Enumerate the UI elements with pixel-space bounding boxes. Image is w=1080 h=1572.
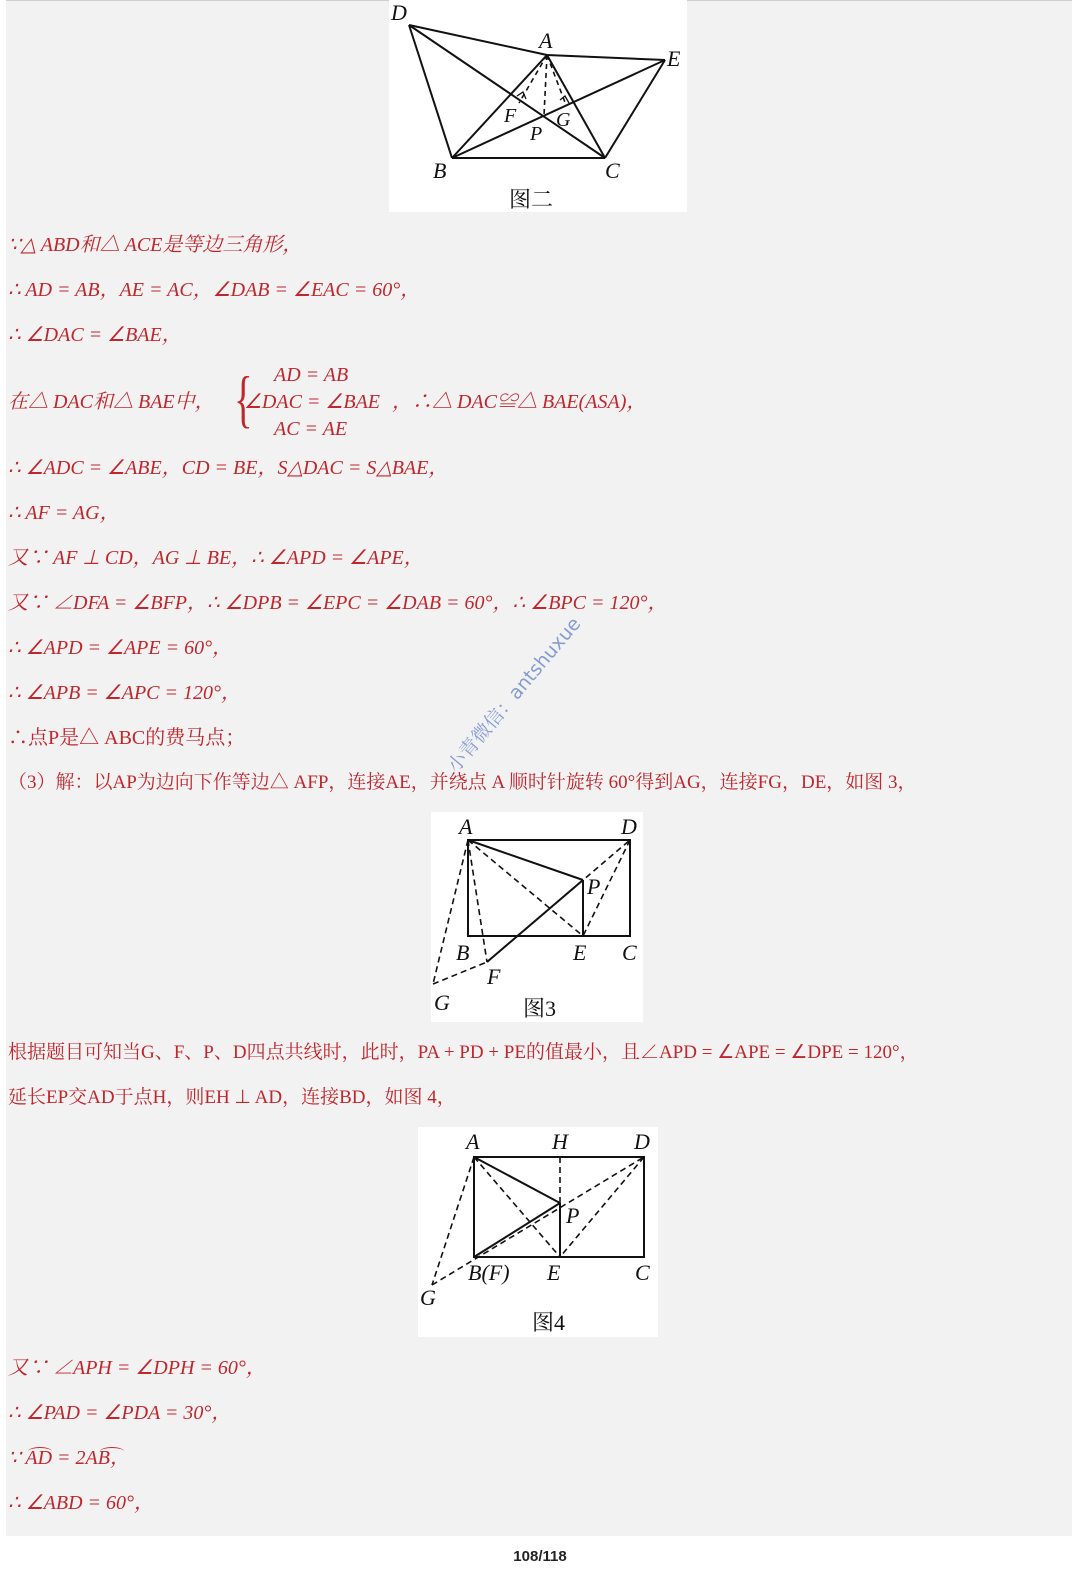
proof-line-7: 又∵ AF ⊥ CD，AG ⊥ BE，∴ ∠APD = ∠APE， bbox=[8, 547, 424, 569]
proof-line-6: ∴ AF = AG， bbox=[8, 502, 120, 524]
fig2-label-D: D bbox=[391, 0, 407, 25]
proof-line-13: 根据题目可知当G、F、P、D四点共线时，此时，PA + PD + PE的值最小，且∠APD = ∠APE = ∠DPE = 120°， bbox=[8, 1042, 919, 1063]
proof-line-12: （3）解：以AP为边向下作等边△ AFP，连接AE，并绕点 A 顺时针旋转 60°得到AG，连接FG，DE，如图 3， bbox=[8, 772, 917, 793]
fig4-label-G: G bbox=[420, 1285, 436, 1310]
fig3-caption: 图3 bbox=[523, 996, 557, 1021]
fig3-label-E: E bbox=[573, 940, 587, 965]
proof-line-17: ∵ AD = 2AB， bbox=[8, 1447, 130, 1469]
fig3-label-D: D bbox=[621, 814, 637, 839]
system-brace: { bbox=[234, 363, 253, 434]
proof-line-14: 延长EP交AD于点H，则EH ⊥ AD，连接BD，如图 4， bbox=[8, 1087, 456, 1108]
fig2-label-B: B bbox=[433, 158, 447, 183]
proof-line-4-prefix: 在△ DAC和△ BAE中， bbox=[8, 391, 215, 413]
fig2-label-F: F bbox=[504, 105, 517, 127]
fig3-label-F: F bbox=[487, 964, 501, 989]
proof-line-18: ∴ ∠ABD = 60°， bbox=[8, 1492, 155, 1514]
proof-line-8: 又∵ ∠DFA = ∠BFP，∴ ∠DPB = ∠EPC = ∠DAB = 60°，∴ ∠BPC = 120°， bbox=[8, 592, 668, 614]
fig4-label-P: P bbox=[566, 1203, 580, 1228]
arc-mark-ab bbox=[100, 1447, 124, 1456]
fig2-caption: 图二 bbox=[509, 187, 554, 212]
watermark: 小青微信：antshuxue bbox=[443, 613, 586, 777]
system-eq-3: AC = AE bbox=[274, 418, 348, 440]
fig4-label-E: E bbox=[547, 1260, 561, 1285]
figure-4 bbox=[418, 1127, 658, 1337]
proof-line-15: 又∵ ∠APH = ∠DPH = 60°， bbox=[8, 1357, 266, 1379]
fig4-label-H: H bbox=[552, 1129, 568, 1154]
fig2-label-A: A bbox=[539, 28, 553, 53]
fig4-label-C: C bbox=[635, 1260, 650, 1285]
system-eq-1: AD = AB bbox=[274, 364, 349, 386]
figure-2 bbox=[389, 0, 687, 212]
fig3-label-C: C bbox=[622, 940, 637, 965]
fig3-label-G: G bbox=[434, 990, 450, 1015]
proof-line-1: ∵△ ABD和△ ACE是等边三角形， bbox=[8, 234, 303, 256]
fig2-label-E: E bbox=[667, 46, 681, 71]
proof-line-16: ∴ ∠PAD = ∠PDA = 30°， bbox=[8, 1402, 232, 1424]
proof-line-9: ∴ ∠APD = ∠APE = 60°， bbox=[8, 637, 233, 659]
proof-line-4-suffix: ，∴△ DAC≌△ BAE(ASA)， bbox=[392, 391, 647, 413]
page-number: 108/118 bbox=[513, 1548, 567, 1565]
fig2-label-C: C bbox=[605, 158, 620, 183]
proof-line-2: ∴ AD = AB，AE = AC，∠DAB = ∠EAC = 60°， bbox=[8, 279, 421, 301]
fig4-label-BF: B(F) bbox=[468, 1260, 510, 1285]
fig3-label-B: B bbox=[456, 940, 470, 965]
fig2-label-P: P bbox=[530, 123, 543, 145]
fig4-caption: 图4 bbox=[532, 1310, 566, 1335]
arc-mark-ad bbox=[28, 1447, 52, 1456]
proof-line-10: ∴ ∠APB = ∠APC = 120°， bbox=[8, 682, 241, 704]
fig4-label-A: A bbox=[466, 1129, 480, 1154]
system-eq-2: ∠DAC = ∠BAE bbox=[244, 391, 381, 413]
proof-line-11: ∴点P是△ ABC的费马点； bbox=[8, 727, 246, 749]
proof-line-3: ∴ ∠DAC = ∠BAE， bbox=[8, 324, 182, 346]
fig3-label-A: A bbox=[459, 814, 473, 839]
fig2-label-G: G bbox=[556, 109, 571, 131]
figure-3 bbox=[431, 812, 643, 1022]
fig3-label-P: P bbox=[587, 874, 601, 899]
proof-line-5: ∴ ∠ADC = ∠ABE，CD = BE，S△DAC = S△BAE， bbox=[8, 457, 449, 479]
fig4-label-D: D bbox=[634, 1129, 650, 1154]
